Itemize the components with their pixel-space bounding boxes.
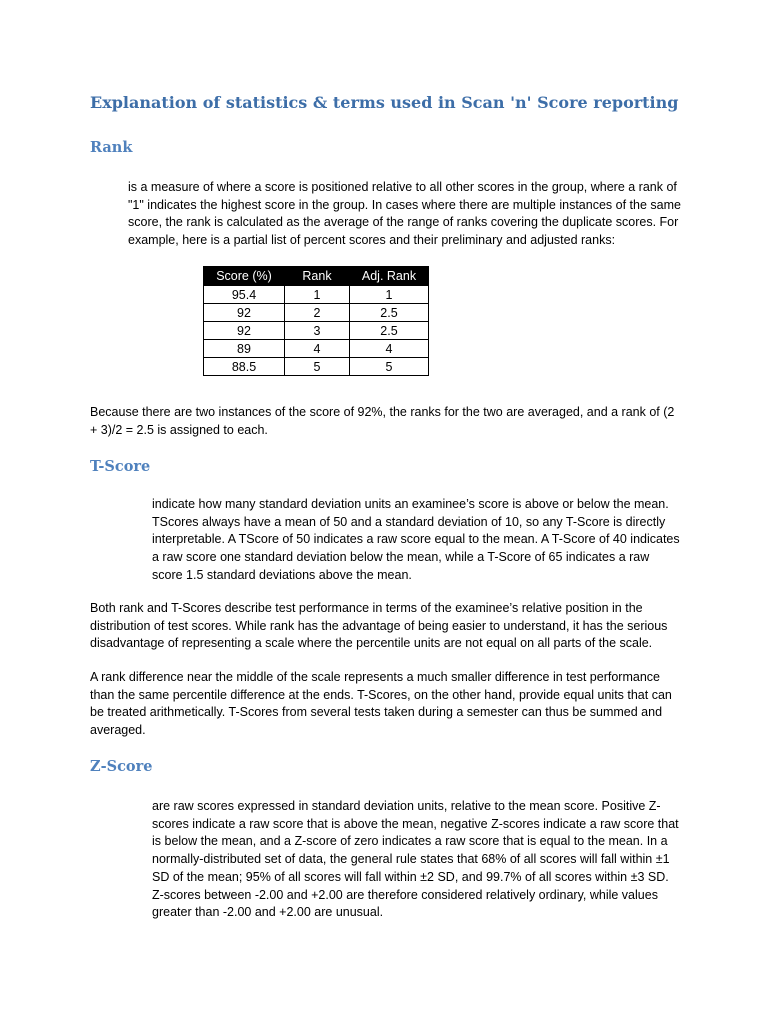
cell-rank: 1: [285, 286, 350, 304]
tscore-paragraph-2: Both rank and T-Scores describe test performance in terms of the examinee’s relative position in the distribution of test scores. While rank has the advantage of being easier to understand, it has the serious disadvantage of representing a scale where the percentile units are not equal on all parts of the scale.: [90, 601, 668, 651]
tscore-paragraph-1: indicate how many standard deviation units an examinee’s score is above or below the mean. TScores always have a mean of 50 and a standard deviation of 10, so any T-Score is directly interpretable. A TScore of 50 indicates a raw score equal to the mean. A T-Score of 40 indicates a raw score one standard deviation below the mean, while a T-Score of 65 indicates a raw score 1.5 standard deviations above the mean.: [152, 497, 680, 582]
rank-table-header-row: [204, 267, 429, 286]
cell-adj-rank: 4: [350, 340, 429, 358]
table-row: [204, 322, 429, 340]
tscore-heading: T-Score: [90, 458, 151, 475]
cell-score: 89: [204, 340, 285, 358]
table-row: [204, 304, 429, 322]
tscore-paragraph-3: A rank difference near the middle of the scale represents a much smaller difference in test performance than the same percentile difference at the ends. T-Scores, on the other hand, provide equal units that can be treated arithmetically. T-Scores from several tests taken during a semester can thus be summed and averaged.: [90, 670, 672, 738]
cell-adj-rank: 1: [350, 286, 429, 304]
cell-score: 95.4: [204, 286, 285, 304]
table-row: [204, 286, 429, 304]
rank-intro-paragraph: is a measure of where a score is positioned relative to all other scores in the group, where a rank of "1" indicates the highest score in the group. In cases where there are multiple instances of the same score, the rank is calculated as the average of the range of ranks covering the duplicate scores. For example, here is a partial list of percent scores and their preliminary and adjusted ranks:: [128, 180, 681, 248]
rank-table: [203, 266, 429, 376]
zscore-heading: Z-Score: [90, 758, 153, 775]
column-header-score: Score (%): [204, 267, 285, 286]
rank-explanation-paragraph: Because there are two instances of the score of 92%, the ranks for the two are averaged, and a rank of (2 + 3)/2 = 2.5 is assigned to each.: [90, 405, 675, 437]
zscore-paragraph: are raw scores expressed in standard deviation units, relative to the mean score. Positive Z-scores indicate a raw score that is above the mean, negative Z-scores indicate a raw score that is below the mean, and a Z-score of zero indicates a raw score that is equal to the mean. In a normally-distributed set of data, the general rule states that 68% of all scores will fall within ±1 SD of the mean; 95% of all scores will fall within ±2 SD, and 99.7% of all scores within ±3 SD. Z-scores between -2.00 and +2.00 are therefore considered relatively ordinary, while values greater than -2.00 and +2.00 are unusual.: [152, 799, 679, 920]
rank-heading: Rank: [90, 139, 133, 156]
cell-adj-rank: 5: [350, 358, 429, 376]
cell-rank: 2: [285, 304, 350, 322]
cell-rank: 4: [285, 340, 350, 358]
cell-adj-rank: 2.5: [350, 322, 429, 340]
table-row: [204, 358, 429, 376]
cell-score: 92: [204, 322, 285, 340]
page-title: Explanation of statistics & terms used in Scan 'n' Score reporting: [90, 93, 679, 112]
cell-adj-rank: 2.5: [350, 304, 429, 322]
cell-rank: 5: [285, 358, 350, 376]
column-header-adj-rank: Adj. Rank: [350, 267, 429, 286]
cell-score: 88.5: [204, 358, 285, 376]
table-row: [204, 340, 429, 358]
column-header-rank: Rank: [285, 267, 350, 286]
cell-rank: 3: [285, 322, 350, 340]
cell-score: 92: [204, 304, 285, 322]
